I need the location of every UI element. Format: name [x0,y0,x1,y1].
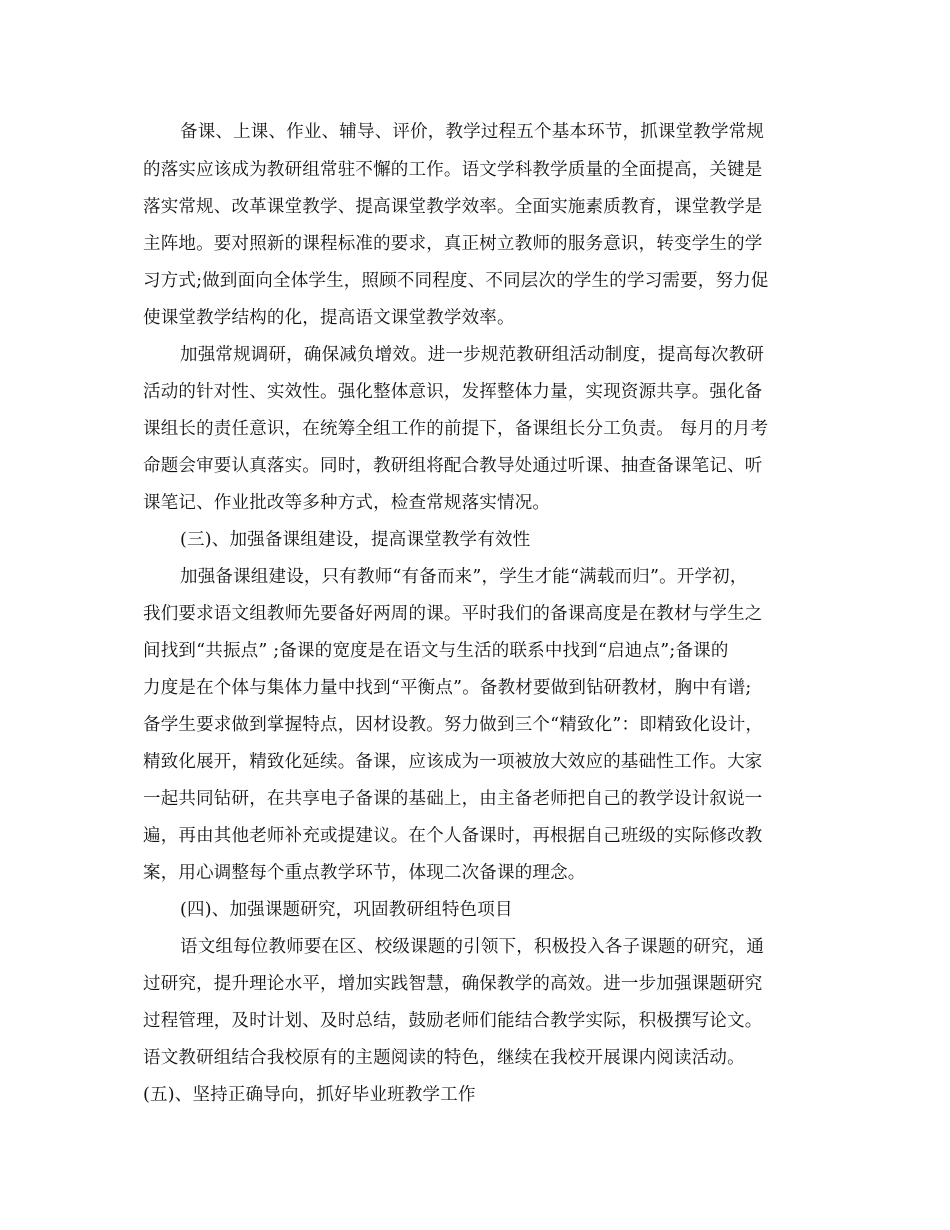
text-line: 精致化展开，精致化延续。备课，应该成为一项被放大效应的基础性工作。大家 [143,752,763,772]
text-line: 主阵地。要对照新的课程标准的要求，真正树立教师的服务意识，转变学生的学 [143,234,763,254]
text-line: 案，用心调整每个重点教学环节，体现二次备课的理念。 [143,863,586,883]
section-heading: (三)、加强备课组建设，提高课堂教学有效性 [180,530,531,550]
text-line: 过研究，提升理论水平，增加实践智慧，确保教学的高效。进一步加强课题研究 [143,974,763,994]
text-line: 力度是在个体与集体力量中找到“平衡点”。备教材要做到钻研教材，胸中有谱; [143,678,752,698]
text-line: 我们要求语文组教师先要备好两周的课。平时我们的备课高度是在教材与学生之 [143,604,763,624]
text-line: 命题会审要认真落实。同时，教研组将配合教导处通过听课、抽查备课笔记、听 [143,456,763,476]
text-line: 语文教研组结合我校原有的主题阅读的特色，继续在我校开展课内阅读活动。 [143,1048,745,1068]
text-line: 习方式;做到面向全体学生，照顾不同程度、不同层次的学生的学习需要，努力促 [143,271,769,291]
text-line: 落实常规、改革课堂教学、提高课堂教学效率。全面实施素质教育，课堂教学是 [143,197,763,217]
section-heading: (四)、加强课题研究，巩固教研组特色项目 [180,900,513,920]
text-line: 课笔记、作业批改等多种方式，检查常规落实情况。 [143,493,551,513]
text-line: 一起共同钻研，在共享电子备课的基础上，由主备老师把自己的教学设计叙说一 [143,789,763,809]
text-line: 遍，再由其他老师补充或提建议。在个人备课时，再根据自己班级的实际修改教 [143,826,763,846]
section-heading: (五)、坚持正确导向，抓好毕业班教学工作 [143,1085,476,1105]
text-line: 加强常规调研，确保减负增效。进一步规范教研组活动制度，提高每次教研 [180,345,765,365]
text-line: 间找到“共振点” ;备课的宽度是在语文与生活的联系中找到“启迪点”;备课的 [143,641,729,661]
text-line: 过程管理，及时计划、及时总结，鼓励老师们能结合教学实际，积极撰写论文。 [143,1011,763,1031]
text-line: 使课堂教学结构的化，提高语文课堂教学效率。 [143,308,515,328]
text-line: 备学生要求做到掌握特点，因材设教。努力做到三个“精致化”：即精致化设计， [143,715,764,735]
text-line: 语文组每位教师要在区、校级课题的引领下，积极投入各子课题的研究，通 [180,937,765,957]
text-line: 加强备课组建设，只有教师“有备而来”，学生才能“满载而归”。开学初， [180,567,748,587]
text-line: 课组长的责任意识，在统筹全组工作的前提下，备课组长分工负责。 每月的月考 [143,419,769,439]
text-line: 的落实应该成为教研组常驻不懈的工作。语文学科教学质量的全面提高，关键是 [143,160,763,180]
text-line: 备课、上课、作业、辅导、评价，教学过程五个基本环节，抓课堂教学常规 [180,122,765,142]
text-line: 活动的针对性、实效性。强化整体意识，发挥整体力量，实现资源共享。强化备 [143,382,763,402]
